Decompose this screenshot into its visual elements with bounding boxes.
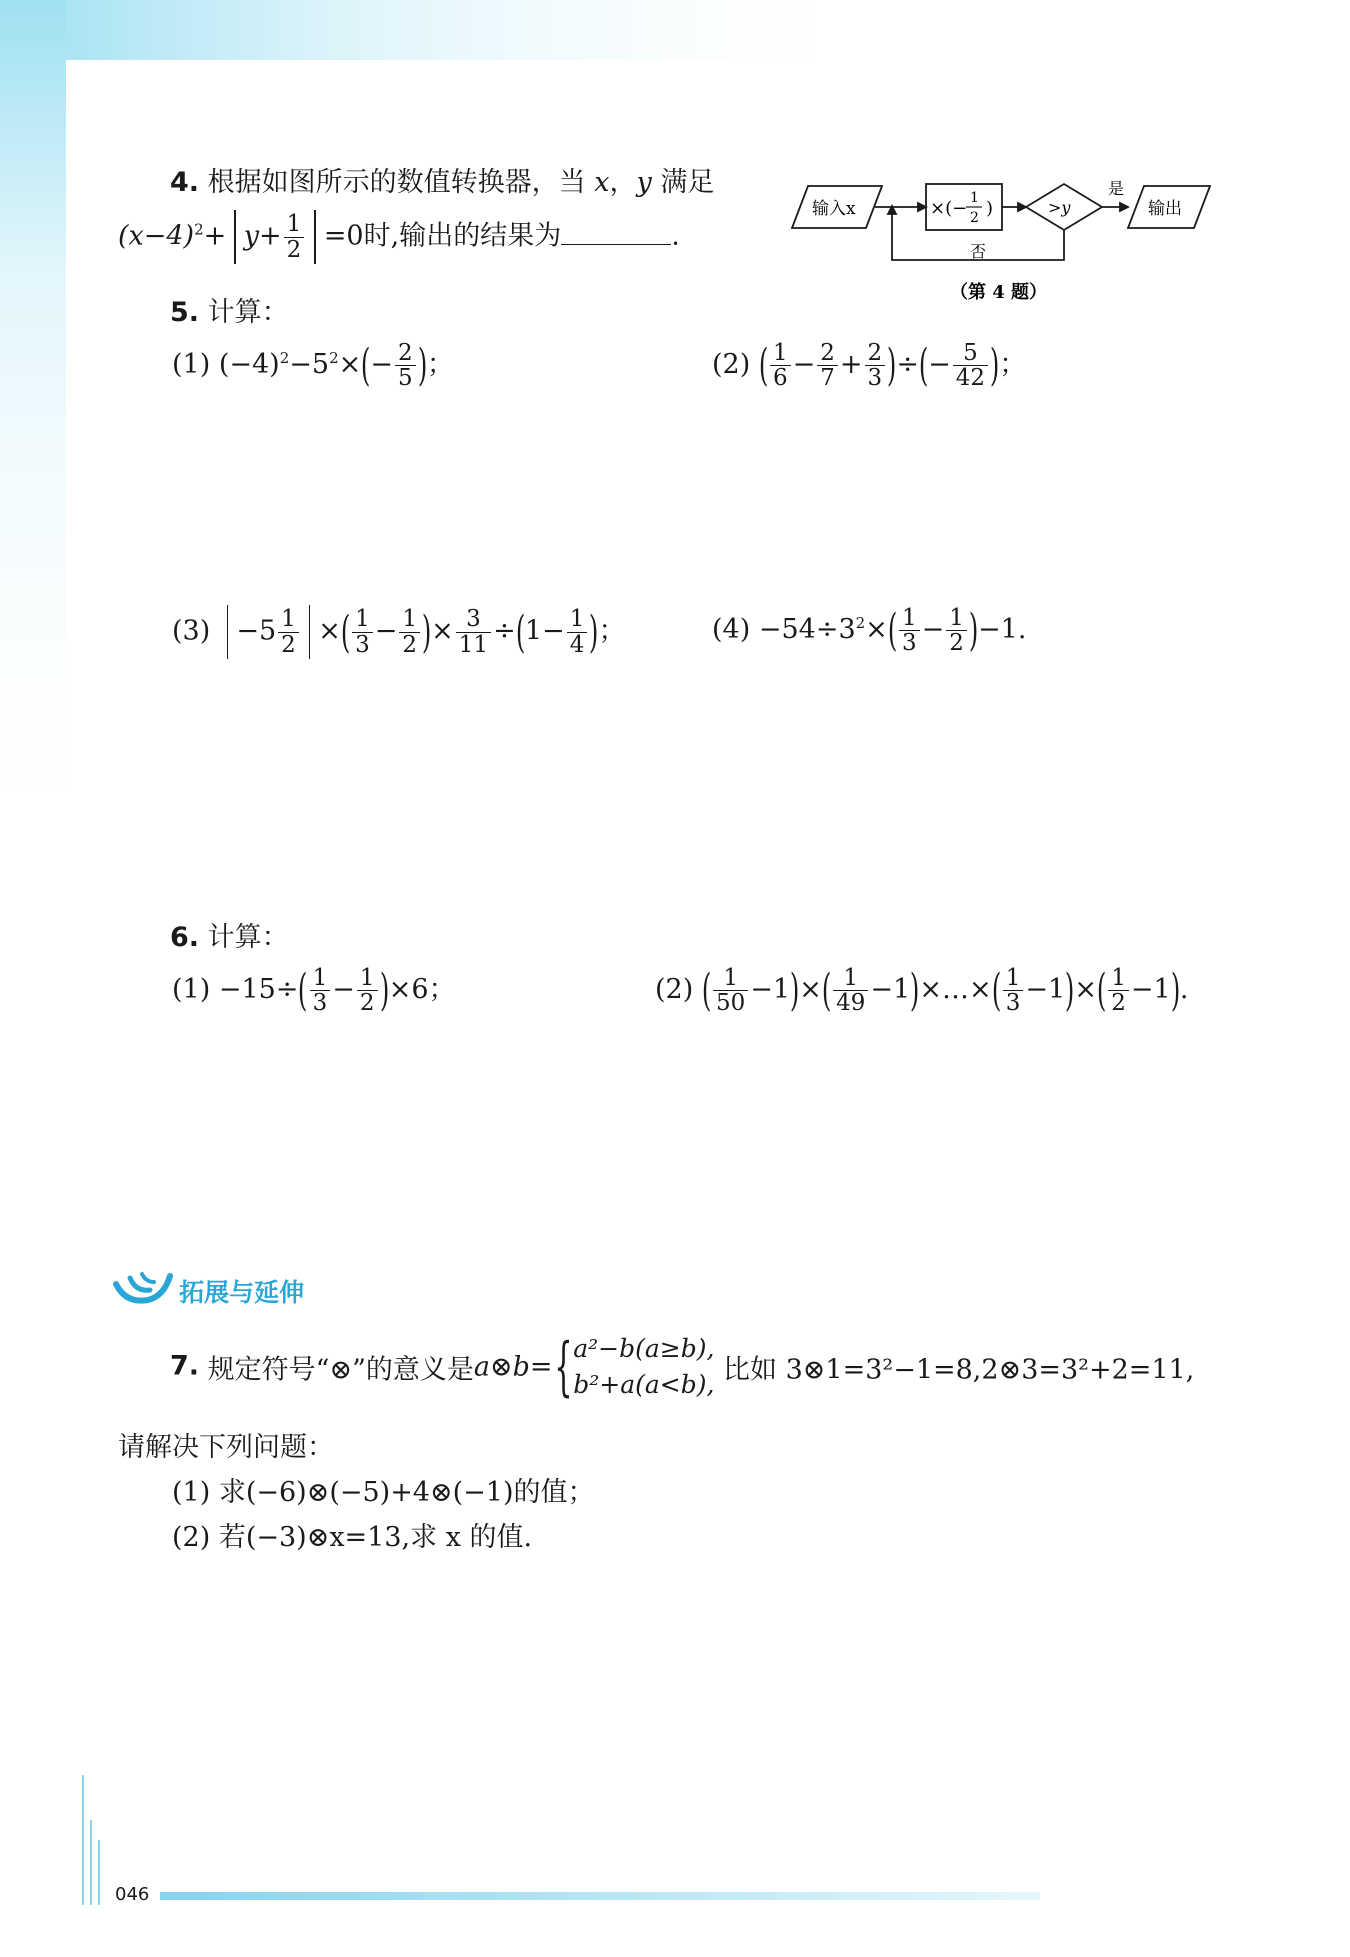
q4-line1: 4. 根据如图所示的数值转换器，当 x，y 满足: [170, 167, 715, 198]
q5-part3: (3) −5 $\frac{1}{2}$ ×( $\frac{1}{3}$ − $\frac{1}{2}$ )× $\frac{3}{11}$ ÷(1− $\frac{1}{4}$ )；: [172, 606, 626, 658]
q6-part2: (2) ( $\frac{1}{50}$ −1)×( $\frac{1}{49}$ −1)×…×( $\frac{1}{3}$ −1)×( $\frac{1}{2}$ −1).: [655, 964, 1189, 1016]
q7-line2: 请解决下列问题：: [118, 1432, 334, 1463]
diagram-compare: >y: [1048, 198, 1071, 217]
section-title: 拓展与延伸: [179, 1278, 305, 1307]
q7-part1: (1) 求(−6)⊗(−5)+4⊗(−1)的值；: [172, 1477, 595, 1508]
answer-blank: [561, 222, 671, 245]
q4-line2: $(x-4)^2+ y+$ $\frac{1}{2}$ =0时,输出的结果为 .: [118, 211, 680, 263]
wave-icon: [112, 1270, 174, 1312]
diagram-input: 输入x: [812, 199, 856, 219]
page-number: 046: [115, 1884, 150, 1905]
diagram-output: 输出: [1148, 199, 1182, 219]
q5-part4: $(4) -54\div 3^2\times$( $\frac{1}{3}$ − $\frac{1}{2}$ )−1.: [712, 604, 1027, 656]
q6-title: 6. 计算：: [170, 922, 289, 953]
diagram-no: 否: [970, 242, 987, 261]
q7-part2: (2) 若(−3)⊗x=13,求 x 的值.: [172, 1522, 533, 1553]
svg-text:): ): [986, 198, 994, 219]
section-header: [112, 1270, 304, 1312]
svg-text:1: 1: [970, 190, 979, 206]
q5-part2: (2) ( $\frac{1}{6}$ − $\frac{2}{7}$ + $\frac{2}{3}$ )÷(− $\frac{5}{42}$ )；: [712, 339, 1027, 391]
q5-part1: (1) $(-4)^2-5^2\times(-$ $\frac{2}{5}$ )；: [172, 339, 454, 391]
svg-text:2: 2: [970, 210, 979, 226]
svg-text:×(−: ×(−: [930, 198, 968, 219]
diagram-caption: （第 4 题）: [950, 282, 1048, 303]
q7-line1: 7. 规定符号“⊗”的意义是a⊗b={ a²−b(a≥b), b²+a(a<b), 比如 3⊗1=3²−1=8,2⊗3=3²+2=11,: [170, 1330, 1195, 1404]
number-converter-diagram: [790, 170, 1230, 310]
q6-part1: (1) −15÷( $\frac{1}{3}$ − $\frac{1}{2}$ )×6；: [172, 964, 456, 1016]
q4-number: 4.: [170, 167, 200, 198]
diagram-yes: 是: [1108, 179, 1125, 198]
q5-title: 5. 计算：: [170, 297, 289, 328]
